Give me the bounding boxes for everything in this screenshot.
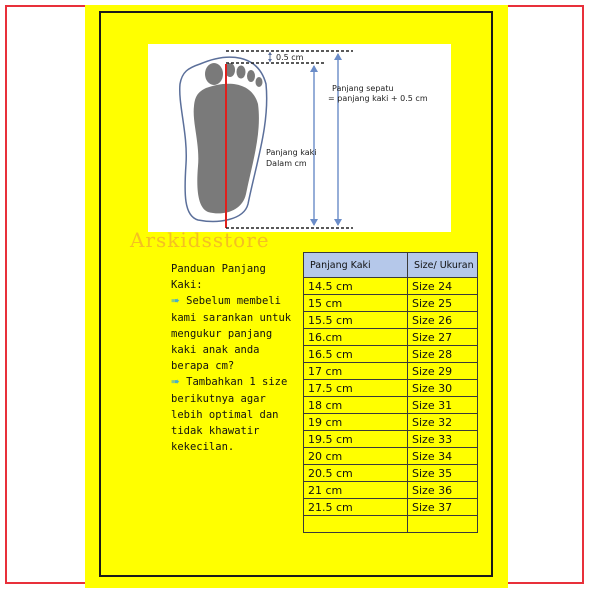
size-cell: Size 36: [408, 482, 478, 499]
table-row: [304, 431, 478, 448]
header-foot-length: Panjang Kaki: [304, 253, 408, 278]
table-row: [304, 295, 478, 312]
size-cell: Size 28: [408, 346, 478, 363]
table-row: [304, 397, 478, 414]
foot-illustration: [148, 44, 451, 232]
size-cell: Size 37: [408, 499, 478, 516]
foot-length-cell: 14.5 cm: [304, 278, 408, 295]
shoe-arrow-head-down: [334, 219, 342, 226]
offset-arrow-head-down: [268, 59, 272, 62]
foot-length-cell: 17.5 cm: [304, 380, 408, 397]
right-arrow-icon: ➠: [171, 376, 180, 389]
size-cell: Size 34: [408, 448, 478, 465]
size-guide-text: [171, 261, 299, 455]
table-row: [304, 278, 478, 295]
table-row: [304, 414, 478, 431]
right-arrow-icon: ➠: [171, 295, 180, 308]
foot-length-cell: 16.cm: [304, 329, 408, 346]
big-toe: [205, 63, 223, 85]
size-cell: [408, 516, 478, 533]
foot-length-cell: 18 cm: [304, 397, 408, 414]
table-row: [304, 448, 478, 465]
store-watermark: Arskidsstore: [130, 228, 270, 252]
foot-arrow-head-down: [310, 219, 318, 226]
guide-tip-1: [171, 293, 299, 374]
toe-5: [256, 77, 263, 87]
foot-length-cell: 16.5 cm: [304, 346, 408, 363]
size-cell: Size 32: [408, 414, 478, 431]
foot-length-cell: 21 cm: [304, 482, 408, 499]
foot-length-cell: [304, 516, 408, 533]
foot-measure-diagram: [148, 44, 451, 232]
guide-tip-2-text: Tambahkan 1 size berikutnya agar lebih optimal dan tidak khawatir kekecilan.: [171, 376, 288, 454]
foot-length-label-line1: Panjang kaki: [266, 148, 317, 157]
table-row: [304, 329, 478, 346]
toe-4: [247, 70, 255, 82]
table-row: [304, 312, 478, 329]
header-size: Size/ Ukuran: [408, 253, 478, 278]
size-table-body: [304, 278, 478, 533]
foot-length-cell: 21.5 cm: [304, 499, 408, 516]
size-cell: Size 31: [408, 397, 478, 414]
foot-length-label-line2: Dalam cm: [266, 159, 307, 168]
table-row: [304, 499, 478, 516]
size-cell: Size 30: [408, 380, 478, 397]
size-table: [303, 252, 478, 533]
size-cell: Size 27: [408, 329, 478, 346]
size-cell: Size 35: [408, 465, 478, 482]
foot-length-cell: 20.5 cm: [304, 465, 408, 482]
offset-label: 0.5 cm: [276, 53, 304, 62]
table-row: [304, 380, 478, 397]
size-cell: Size 29: [408, 363, 478, 380]
foot-length-cell: 15.5 cm: [304, 312, 408, 329]
size-cell: Size 33: [408, 431, 478, 448]
table-row: [304, 346, 478, 363]
table-row: [304, 363, 478, 380]
size-cell: Size 24: [408, 278, 478, 295]
shoe-arrow-head-up: [334, 53, 342, 60]
guide-tip-1-text: Sebelum membeli kami sarankan untuk mengukur panjang kaki anak anda berapa cm?: [171, 295, 292, 373]
size-cell: Size 25: [408, 295, 478, 312]
foot-arrow-head-up: [310, 65, 318, 72]
size-table-header-row: [304, 253, 478, 278]
table-row: [304, 482, 478, 499]
toe-3: [237, 66, 246, 79]
shoe-length-label-line1: Panjang sepatu: [332, 84, 394, 93]
foot-length-cell: 20 cm: [304, 448, 408, 465]
foot-length-cell: 17 cm: [304, 363, 408, 380]
foot-length-cell: 19.5 cm: [304, 431, 408, 448]
size-cell: Size 26: [408, 312, 478, 329]
offset-arrow-head-up: [268, 52, 272, 55]
guide-tip-2: [171, 374, 299, 455]
foot-length-cell: 19 cm: [304, 414, 408, 431]
table-row: [304, 465, 478, 482]
table-row: [304, 516, 478, 533]
foot-length-cell: 15 cm: [304, 295, 408, 312]
shoe-length-label-line2: = panjang kaki + 0.5 cm: [328, 94, 428, 103]
guide-title: Panduan Panjang Kaki:: [171, 263, 266, 292]
